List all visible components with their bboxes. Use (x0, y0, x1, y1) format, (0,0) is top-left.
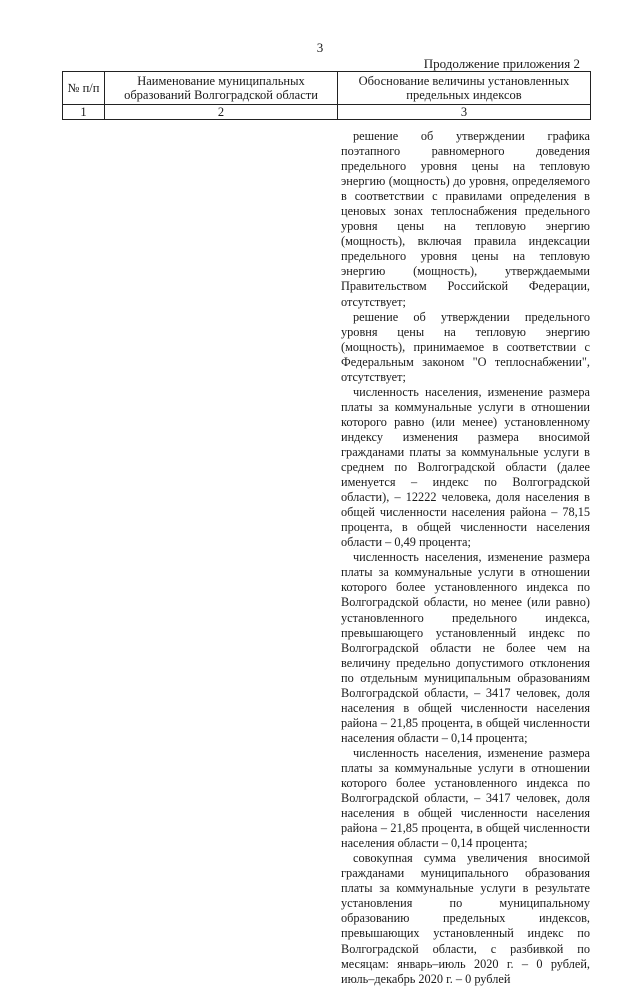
paragraph-total-increase: совокупная сумма увеличения вносимой гражданами муниципального образования платы за коммунальные услуги в результате установления по муниципальному образованию предельных индексов, превышающих установленный индекс по Волгоградской области, с разбивкой по месяцам: январь–июль 2020 г. – 0 рублей, июль–декабрь 2020 г. – 0 рублей (341, 851, 590, 986)
paragraph-price-schedule: решение об утверждении графика поэтапного равномерного доведения предельного уровня цены на тепловую энергию (мощность) до уровня, определяемого в соответствии с правилами определения в ценовых зонах теплоснабжения предельного уровня цены на тепловую энергию (мощность), включая правила индексации предельного уровня цены на тепловую энергию (мощность), утверждаемыми Правительством Российской Федерации, отсутствует; (341, 129, 590, 309)
table-column-numbers-row (63, 105, 591, 120)
paragraph-population-within-limit: численность населения, изменение размера платы за коммунальные услуги в отношении которого более установленного индекса по Волгоградской области, но менее (или равно) установленного предельного индекса, превышающего установленный индекс по Волгоградской области не более чем на величину предельно допустимого отклонения по отдельным муниципальным образованиям Волгоградской области, – 3417 человек, доля населения в общей численности населения района – 21,85 процента, в общей численности населения области – 0,14 процента; (341, 550, 590, 745)
column-number-3: 3 (338, 105, 591, 120)
table-header-row (63, 72, 591, 105)
continuation-label: Продолжение приложения 2 (423, 56, 580, 71)
justification-text (341, 129, 590, 987)
appendix-table-header (62, 71, 591, 120)
paragraph-population-within-index: численность населения, изменение размера платы за коммунальные услуги в отношении которого равно (или менее) установленному индексу изменения размера вносимой гражданами платы за коммунальные услуги в среднем по Волгоградской области (далее именуется – индекс по Волгоградской области), – 12222 человека, доля населения в общей численности населения района – 78,15 процента, в общей численности населения области – 0,49 процента; (341, 384, 590, 550)
column-number-2: 2 (105, 105, 338, 120)
column-number-1: 1 (63, 105, 105, 120)
paragraph-population-above-index: численность населения, изменение размера платы за коммунальные услуги в отношении которого более установленного индекса по Волгоградской области, – 3417 человек, доля населения в общей численности населения района – 21,85 процента, в общей численности населения области – 0,14 процента; (341, 745, 590, 851)
column-header-justification: Обоснование величины установленных предельных индексов (338, 72, 591, 105)
paragraph-price-level: решение об утверждении предельного уровня цены на тепловую энергию (мощность), принимаемое в соответствии с Федеральным законом "О теплоснабжении", отсутствует; (341, 309, 590, 384)
column-header-municipality: Наименование муниципальных образований Волгоградской области (105, 72, 338, 105)
page-number: 3 (316, 40, 324, 55)
column-header-number: № п/п (63, 72, 105, 105)
